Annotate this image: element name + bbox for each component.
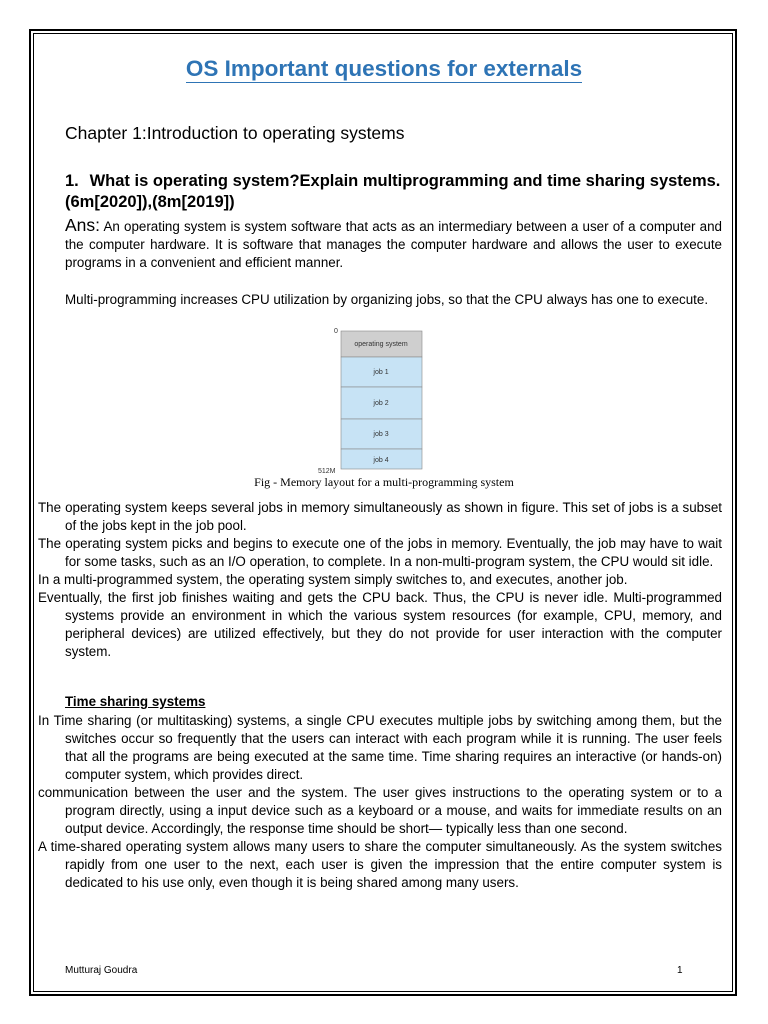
answer-label: Ans: (65, 215, 101, 235)
multiprogramming-intro: Multi-programming increases CPU utilization by organizing jobs, so that the CPU always has one to execute. (65, 292, 709, 307)
answer-paragraph (65, 216, 722, 272)
figure-caption: Fig - Memory layout for a multi-programming system (254, 475, 514, 489)
body-paragraph: In Time sharing (or multitasking) systems, a single CPU executes multiple jobs by switching among them, but the switches occur so frequently that the users can interact with each program while it is running. The user feels that all the programs are being executed at the same time. Time sharing requires an interactive (or hands-on) computer system, which provides direct. (38, 713, 722, 782)
document-title: OS Important questions for externals (185, 56, 583, 81)
footer-page-number: 1 (677, 965, 683, 976)
multiprogramming-body (38, 499, 722, 661)
segment-label-os: operating system (354, 341, 408, 348)
figure-top-label: 0 (334, 328, 338, 335)
body-paragraph: The operating system keeps several jobs in memory simultaneously as shown in figure. This set of jobs is a subset of the jobs kept in the job pool. (38, 500, 722, 533)
chapter-heading: Chapter 1:Introduction to operating systems (65, 123, 405, 143)
time-sharing-heading: Time sharing systems (65, 694, 206, 709)
segment-label-job-3: job 3 (373, 431, 389, 438)
segment-label-job-2: job 2 (373, 400, 389, 407)
body-paragraph: In a multi-programmed system, the operating system simply switches to, and executes, another job. (38, 572, 628, 587)
figure-bottom-label: 512M (318, 468, 336, 475)
time-sharing-body (38, 712, 722, 892)
memory-layout-figure (318, 325, 428, 475)
segment-label-job-1: job 1 (373, 369, 389, 376)
question-text: What is operating system?Explain multiprogramming and time sharing systems. (6m[2020]),(8m[2019]) (65, 172, 721, 211)
body-paragraph: A time-shared operating system allows many users to share the computer simultaneously. As the system switches rapidly from one user to the next, each user is given the impression that the entire computer system is dedicated to his use only, even though it is being shared among many users. (38, 839, 722, 890)
footer-author: Mutturaj Goudra (65, 965, 138, 976)
segment-label-job-4: job 4 (373, 457, 389, 464)
question-heading (65, 171, 722, 213)
question-number: 1. (65, 172, 79, 190)
answer-text: An operating system is system software that acts as an intermediary between a user of a computer and the computer hardware. It is software that manages the computer hardware and allows the user to execute programs in a convenient and efficient manner. (65, 219, 722, 270)
body-paragraph: Eventually, the first job finishes waiting and gets the CPU back. Thus, the CPU is never idle. Multi-programmed systems provide an environment in which the various system resources (for example, CPU, memory, and peripheral devices) are utilized effectively, but they do not provide for user interaction with the computer system. (38, 590, 722, 659)
body-paragraph: communication between the user and the system. The user gives instructions to the operating system or to a program directly, using a input device such as a keyboard or a mouse, and waits for immediate results on an output device. Accordingly, the response time should be short— typically less than one second. (38, 785, 722, 836)
body-paragraph: The operating system picks and begins to execute one of the jobs in memory. Eventually, the job may have to wait for some tasks, such as an I/O operation, to complete. In a non-multi-program system, the CPU would sit idle. (38, 536, 722, 569)
